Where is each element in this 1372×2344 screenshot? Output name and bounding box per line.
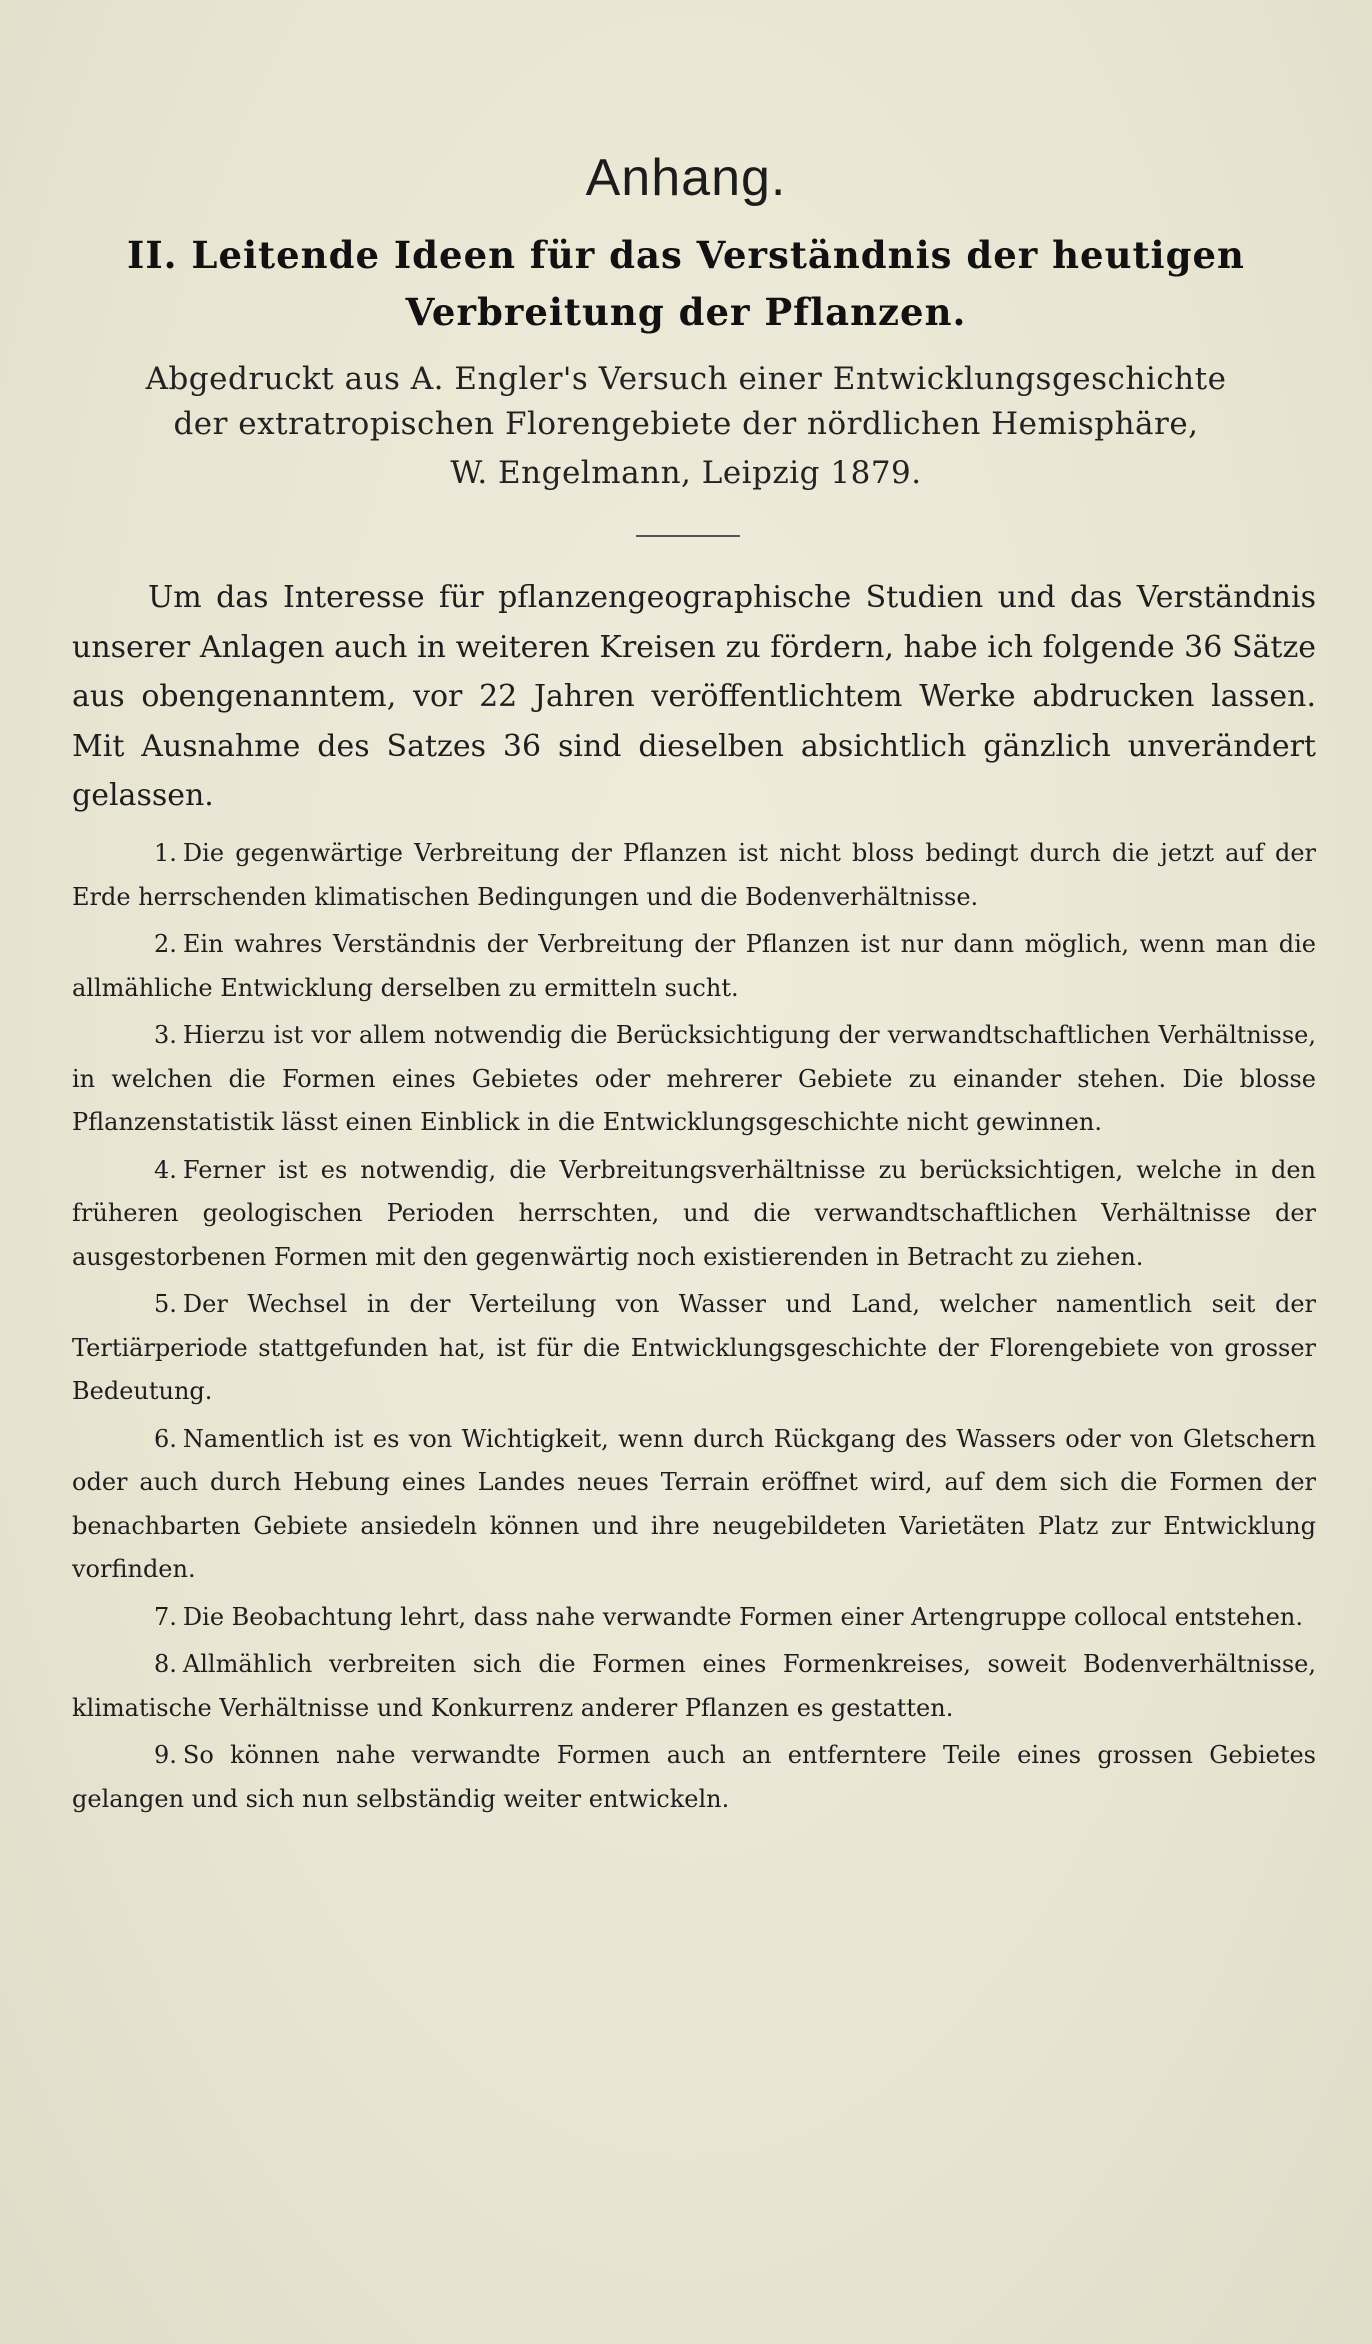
thesis-text: Die gegenwärtige Verbreitung der Pflanzen ist nicht bloss bedingt durch die jetzt auf der Erde herrschenden klimatischen Bedingungen und die Bodenverhältnisse. — [72, 839, 1316, 911]
thesis-text: Die Beobachtung lehrt, dass nahe verwandte Formen einer Artengruppe collocal entstehen. — [182, 1602, 1304, 1631]
thesis-item — [72, 1014, 1316, 1145]
section-heading-line-2: Verbreitung der Pflanzen. — [405, 290, 967, 334]
thesis-number: 2. — [154, 930, 177, 958]
thesis-item — [72, 1643, 1316, 1730]
thesis-text: Hierzu ist vor allem notwendig die Berücksichtigung der verwandtschaftlichen Verhältnisse, in welchen die Formen eines Gebietes oder mehrerer Gebiete zu einander stehen. Die blosse Pflanzenstatistik lässt einen Einblick in die Entwicklungsgeschichte nicht gewinnen. — [72, 1021, 1316, 1136]
thesis-number: 6. — [154, 1424, 177, 1453]
source-note-line-3: W. Engelmann, Leipzig 1879. — [450, 455, 922, 491]
thesis-item — [72, 1283, 1316, 1414]
thesis-text: So können nahe verwandte Formen auch an entferntere Teile eines grossen Gebietes gelangen und sich nun selbständig weiter entwickeln. — [72, 1741, 1316, 1813]
thesis-text: Ein wahres Verständnis der Verbreitung der Pflanzen ist nur dann möglich, wenn man die allmähliche Entwicklung derselben zu ermitteln sucht. — [72, 930, 1316, 1002]
thesis-text: Allmählich verbreiten sich die Formen eines Formenkreises, soweit Bodenverhältnisse, klimatische Verhältnisse und Konkurrenz anderer Pflanzen es gestatten. — [72, 1650, 1316, 1722]
thesis-text: Ferner ist es notwendig, die Verbreitungsverhältnisse zu berücksichtigen, welche in den früheren geologischen Perioden herrschten, und die verwandtschaftlichen Verhältnisse der ausgestorbenen Formen mit den gegenwärtig noch existierenden in Betracht zu ziehen. — [72, 1155, 1316, 1271]
thesis-item — [72, 1734, 1316, 1821]
thesis-number: 8. — [154, 1650, 177, 1678]
thesis-number: 3. — [154, 1021, 177, 1049]
source-note-line-1: Abgedruckt aus A. Engler's Versuch einer Entwicklungsgeschichte — [145, 361, 1227, 397]
thesis-item — [72, 1418, 1316, 1592]
page-title: Anhang. — [585, 149, 787, 207]
thesis-text: Der Wechsel in der Verteilung von Wasser und Land, welcher namentlich seit der Tertiärperiode stattgefunden hat, ist für die Entwicklungsgeschichte der Florengebiete von grosser Bedeutung. — [72, 1290, 1316, 1405]
thesis-item — [72, 923, 1316, 1010]
source-note-line-2: der extratropischen Florengebiete der nördlichen Hemisphäre, — [173, 406, 1199, 442]
thesis-item — [72, 1596, 1316, 1640]
thesis-number: 4. — [154, 1155, 177, 1184]
thesis-number: 7. — [154, 1602, 177, 1631]
intro-paragraph: Um das Interesse für pflanzengeographische Studien und das Verständnis unserer Anlagen auch in weiteren Kreisen zu fördern, habe ich folgende 36 Sätze aus obengenanntem, vor 22 Jahren veröffentlichtem Werke abdrucken lassen. Mit Ausnahme des Satzes 36 sind dieselben absichtlich gänzlich unverändert gelassen. — [72, 580, 1316, 813]
thesis-number: 5. — [154, 1290, 177, 1318]
thesis-item — [72, 832, 1316, 919]
thesis-number: 9. — [154, 1741, 177, 1769]
section-heading-line-1: II. Leitende Ideen für das Verständnis der heutigen — [127, 233, 1245, 277]
thesis-text: Namentlich ist es von Wichtigkeit, wenn durch Rückgang des Wassers oder von Gletschern oder auch durch Hebung eines Landes neues Terrain eröffnet wird, auf dem sich die Formen der benachbarten Gebiete ansiedeln können und ihre neugebildeten Varietäten Platz zur Entwicklung vorfinden. — [72, 1424, 1316, 1583]
numbered-theses — [72, 832, 1316, 1825]
thesis-number: 1. — [154, 839, 177, 867]
thesis-item — [72, 1149, 1316, 1280]
separator-rule — [636, 535, 740, 537]
